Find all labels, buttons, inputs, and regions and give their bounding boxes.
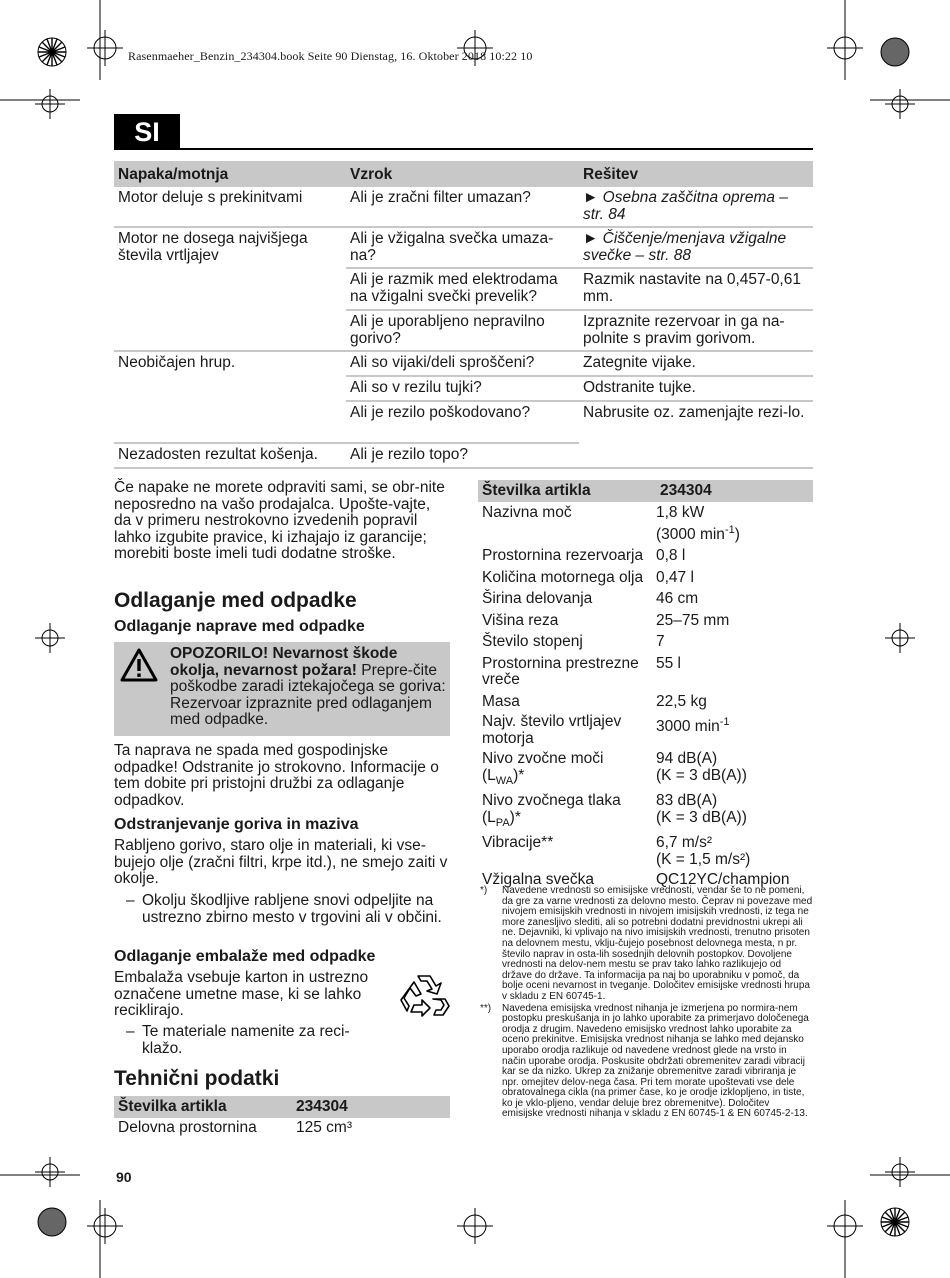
page-number: 90 (116, 1169, 132, 1185)
warning-triangle-icon (120, 648, 158, 682)
spec-label: Delovna prostornina (118, 1119, 257, 1136)
spec-label-text: Prostornina rezervoarja (482, 547, 644, 565)
spec-value-text: 0,47 l (656, 568, 694, 586)
spec-label-text: Višina reza (482, 611, 559, 629)
table-row (478, 548, 813, 565)
spec-value (656, 505, 740, 543)
spec-label (478, 835, 656, 868)
packaging-disposal-heading: Odlaganje embalaže med odpadke (114, 948, 376, 965)
arrow-icon: ► (583, 189, 599, 206)
bullet-dash: – (126, 892, 135, 909)
value-superscript: -1 (719, 716, 730, 729)
list-item (126, 1024, 386, 1057)
warning-body: Prepre-čite poškodbe zaradi iztekajočega se goriva: Rezervoar izpraznite pred odlaganjem med odpadke. (170, 661, 446, 729)
footnote (480, 1004, 813, 1121)
solution-cell: Izpraznite rezervoar in ga na-polnite s pravim gorivom. (579, 311, 813, 352)
spec-value-text: 83 dB(A) (656, 792, 718, 810)
spec-value-text: 55 l (656, 654, 681, 672)
header-article-label: Številka artikla (482, 482, 591, 499)
spec-label-text: Širina delovanja (482, 590, 593, 608)
disposal-heading: Odlaganje med odpadke (114, 589, 357, 612)
footnote-text: Navedena emisijska vrednost nihanja je izmerjena po normira-nem postopku preskušanja in jo lahko uporabite za primerjavo določenega orodja z drugim. Navedeno emisijsko vrednost lahko uporabite za oceno prekinitve. Emisijska vrednost nihanja se lahko med dejansko uporabo orodja razlikuje od navedene vrednost glede na vrsto in način uporabe orodja. Poskusite obdržati obremenitev zaradi vibracij kar se da nizko. Ukrep za znižanje obremenitve zaradi vibriranja je npr. omejitev delov-nega časa. Pri tem morate upoštevati vse dele obratovalnega cikla (na primer čase, ko je orodje izklopljeno, in tiste, ko je vklo-pljeno, vendar deluje brez obremenitve). Določitev emisijske vrednosti nihanja v skladu z EN 60745-1 & EN 60745-2-13. (502, 1002, 809, 1120)
spec-value-text: 25–75 mm (656, 611, 730, 629)
header-solution: Rešitev (583, 166, 639, 184)
technical-data-table-left (114, 1096, 450, 1137)
table-row (478, 835, 813, 868)
header-article-label: Številka artikla (118, 1098, 227, 1115)
footnote-mark: *) (480, 885, 488, 896)
table-row (478, 591, 813, 608)
value-suffix: ) (734, 525, 740, 543)
table-row (478, 694, 813, 711)
table-row (478, 793, 813, 831)
spec-value-text: 7 (656, 633, 665, 651)
footnote (480, 886, 813, 1003)
spec-label (478, 570, 656, 587)
cause-cell: Ali je rezilo poškodovano? (346, 402, 579, 444)
spec-value-secondary: (K = 1,5 m/s²) (656, 850, 751, 868)
cause-cell: Ali je razmik med elektrodama na vžigalni svečki prevelik? (346, 269, 579, 311)
table-header-row (114, 1096, 450, 1118)
footnotes (480, 886, 813, 1120)
device-disposal-text: Ta naprava ne spada med gospodinjske odpadke! Odstranite jo strokovno. Informacije o tem dobite pri pristojni družbi za odlaganje odpadkov. (114, 742, 439, 809)
symbol-subscript: PA (495, 816, 510, 829)
symbol-subscript: WA (495, 774, 514, 787)
bullet-dash: – (126, 1023, 135, 1040)
cause-cell: Ali je vžigalna svečka umaza-na? (346, 228, 579, 269)
spec-value-secondary: (K = 3 dB(A)) (656, 808, 747, 826)
symbol-prefix: (L (482, 766, 496, 784)
spec-label-text: Nivo zvočne moči (482, 750, 604, 768)
header-cause: Vzrok (350, 166, 393, 184)
spec-value (656, 548, 685, 565)
spec-value (656, 694, 707, 711)
spec-label-text: Nazivna moč (482, 504, 572, 521)
spec-value-text (656, 714, 730, 736)
spec-label-text: Vibracije** (482, 834, 554, 852)
solution-cell (579, 228, 813, 269)
table-row (114, 228, 813, 352)
solution-link[interactable]: Osebna zaščitna oprema – str. 84 (583, 189, 788, 223)
table-row (478, 714, 813, 747)
list-item-text: Okolju škodljive rabljene snovi odpeljite na ustrezno zbirno mesto v trgovini ali v občini. (142, 892, 442, 926)
spec-label-text: Prostornina prestrezne vreče (482, 654, 639, 689)
spec-label (478, 793, 656, 831)
spec-value (656, 714, 730, 747)
value-prefix: (3000 min (656, 525, 725, 543)
cause-cell: Ali je zračni filter umazan? (346, 187, 579, 228)
packaging-disposal-text: Embalaža vsebuje karton in ustrezno označene umetne mase, ki se lahko reciklirajo. (114, 969, 369, 1019)
spec-label-text: Najv. število vrtljajev motorja (482, 713, 622, 747)
solution-cell (579, 444, 813, 469)
recycling-icon (400, 972, 450, 1018)
spec-value-secondary (656, 522, 740, 544)
table-row (478, 613, 813, 630)
fault-cell: Neobičajen hrup. (114, 352, 346, 444)
table-row (478, 570, 813, 587)
table-row (114, 1120, 450, 1137)
table-row (478, 751, 813, 789)
spec-value (656, 835, 750, 868)
list-item-text: Te materiale namenite za reci-klažo. (142, 1023, 350, 1057)
solution-cell: Odstranite tujke. (579, 377, 813, 402)
table-header-row (478, 480, 813, 502)
spec-value-text: 1,8 kW (656, 504, 705, 521)
table-row (478, 505, 813, 543)
spec-value-text: 0,8 l (656, 547, 686, 565)
spec-label (478, 505, 656, 543)
solution-cell: Nabrusite oz. zamenjajte rezi-lo. (583, 404, 805, 421)
table-header-row (114, 161, 813, 187)
fuel-disposal-heading: Odstranjevanje goriva in maziva (114, 816, 359, 833)
header-fault: Napaka/motnja (118, 166, 229, 184)
spec-rows (478, 505, 813, 889)
spec-label (478, 714, 656, 747)
dealer-paragraph: Če napake ne morete odpraviti sami, se obr-nite neposredno na vašo prodajalca. Upošte-vajte, da v primeru nestrokovno izvedenih popravil lahko izgubite pravice, ki izhajajo iz garancije; morebiti boste imeli tudi dodatne stroške. (114, 479, 445, 562)
header-article-number: 234304 (660, 482, 712, 499)
solution-link[interactable]: Čiščenje/menjava vžigalne svečke – str. 88 (583, 230, 787, 264)
spec-value (656, 634, 665, 651)
spec-value (656, 613, 729, 630)
cause-cell: Ali je uporabljeno nepravilno gorivo? (346, 311, 579, 352)
spec-label-text: Masa (482, 692, 520, 710)
spec-value-text: 94 dB(A) (656, 750, 718, 768)
language-tab: SI (114, 114, 180, 150)
spec-value (656, 751, 747, 789)
spec-value: 125 cm³ (296, 1119, 352, 1136)
technical-data-heading: Tehnični podatki (114, 1067, 280, 1090)
spec-label-text: Količina motornega olja (482, 568, 644, 586)
table-row (478, 656, 813, 689)
spec-label (478, 548, 656, 565)
spec-value (656, 793, 747, 831)
arrow-icon: ► (583, 230, 599, 247)
fault-cell: Nezadosten rezultat košenja. (114, 444, 346, 469)
value-prefix: 3000 min (656, 718, 720, 736)
troubleshooting-table (114, 161, 813, 469)
symbol-suffix: )* (513, 766, 525, 784)
footnote-mark: **) (480, 1002, 492, 1014)
spec-value-text: 22,5 kg (656, 692, 707, 710)
list-item (126, 893, 446, 926)
spec-label (478, 694, 656, 711)
spec-label-symbol (482, 768, 656, 790)
table-row (478, 634, 813, 651)
warning-bold: OPOZORILO! Nevarnost škode okolja, nevarnost požara! (170, 645, 398, 679)
cause-cell: Ali so v rezilu tujki? (346, 377, 579, 402)
value-superscript: -1 (724, 523, 735, 536)
spec-value-text: 46 cm (656, 590, 699, 608)
spec-value-text: 6,7 m/s² (656, 834, 712, 852)
spec-value (656, 570, 694, 587)
spec-value (656, 656, 681, 689)
solution-cell: Zategnite vijake. (579, 352, 813, 377)
print-header-line: Rasenmaeher_Benzin_234304.book Seite 90 Dienstag, 16. Oktober 2018 10:22 10 (128, 49, 533, 63)
spec-label-text: Število stopenj (482, 633, 583, 651)
symbol-suffix: )* (509, 808, 521, 826)
fuel-disposal-text: Rabljeno gorivo, staro olje in materiali, ki vse-bujejo olje (zračni filtri, krpe itd.), ne smejo zaiti v okolje. (114, 837, 448, 887)
spec-label (478, 656, 656, 689)
solution-cell (579, 187, 813, 228)
spec-value (656, 591, 698, 608)
header-rule (114, 148, 813, 150)
spec-label (478, 591, 656, 608)
spec-label (478, 634, 656, 651)
spec-value-secondary: (K = 3 dB(A)) (656, 766, 747, 784)
spec-label-symbol (482, 810, 656, 832)
fault-cell: Motor deluje s prekinitvami (114, 187, 346, 228)
cause-cell: Ali je rezilo topo? (346, 444, 579, 469)
table-row (114, 187, 813, 228)
table-row (114, 444, 813, 469)
solution-cell: Razmik nastavite na 0,457-0,61 mm. (579, 269, 813, 311)
table-row (114, 352, 813, 444)
spec-label-text: Nivo zvočnega tlaka (482, 792, 621, 810)
warning-box (114, 642, 450, 736)
fault-cell: Motor ne dosega najvišjega števila vrtljajev (114, 228, 346, 352)
technical-data-table (478, 480, 813, 889)
spec-label-text: Vžigalna svečka (482, 871, 595, 889)
warning-text (170, 646, 446, 729)
spec-label (478, 751, 656, 789)
spec-value-text: QC12YC/champion (656, 871, 790, 889)
spec-label (478, 613, 656, 630)
footnote-text: Navedene vrednosti so emisijske vrednosti, vendar še to ne pomeni, da gre za varne vrednosti za delovno mesto. Čeprav ni povezave med nivojem emisijskih vrednosti in nivojem imisijskih vrednosti, iz tega ne more zanesljivo slediti, ali so potrebni dodatni previdnostni ukrepi ali ne. Dejavniki, ki vplivajo na nivo imisijskih vrednosti, trenutno prisoten na delovnem mestu, vklju-čujejo posebnost delovnega mesta, n pr. število naprav in osta-lih sosednjih delovnih postopkov. Dovoljene vrednosti na delov-nem mestu se prav tako lahko razlikujejo od države do države. Ta informacija pa naj bo uporabniku v pomoč, da bolje oceni nevarnost in tveganje. Določitev emisijske vrednosti hrupa v skladu z EN 60745-1. (502, 885, 813, 1002)
header-article-number: 234304 (296, 1098, 348, 1115)
device-disposal-heading: Odlaganje naprave med odpadke (114, 618, 365, 635)
symbol-prefix: (L (482, 808, 496, 826)
cause-cell: Ali so vijaki/deli sproščeni? (346, 352, 579, 377)
